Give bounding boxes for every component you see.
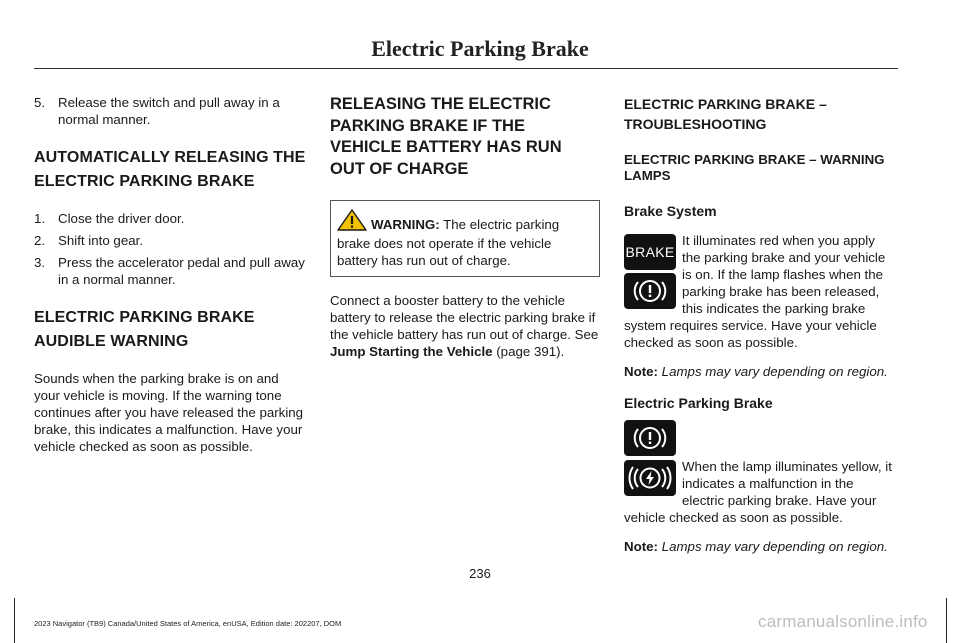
footer-edition: 2023 Navigator (TB9) Canada/United States of America, enUSA, Edition date: 202207, DOM [34, 619, 342, 628]
step-number: 2. [34, 233, 46, 248]
exclamation-circle-icon [624, 420, 676, 456]
epb-block [624, 420, 896, 526]
exclamation-circle-icon [624, 273, 676, 309]
note-label: Note: [624, 364, 658, 379]
list-item [34, 94, 306, 128]
note-1 [624, 363, 896, 380]
page-number: 236 [469, 566, 491, 581]
reference-page: (page 391). [492, 344, 565, 359]
step-text: Close the driver door. [58, 211, 185, 226]
auto-release-steps [34, 210, 306, 288]
list-item [34, 232, 306, 249]
warning-label: WARNING: [371, 217, 440, 232]
body-text: Connect a booster battery to the vehicle battery to release the electric parking brake if the vehicle battery has run out of charge. See [330, 293, 599, 342]
battery-release-text [330, 292, 600, 360]
watermark: carmanualsonline.info [758, 612, 928, 631]
column-right [624, 94, 896, 569]
warning-box [330, 200, 600, 277]
brake-system-block [624, 232, 896, 351]
section-heading-audible-warning: ELECTRIC PARKING BRAKE AUDIBLE WARNING [34, 309, 255, 350]
section-heading-troubleshooting: ELECTRIC PARKING BRAKE – TROUBLESHOOTING [624, 96, 827, 132]
note-label: Note: [624, 539, 658, 554]
step-number: 3. [34, 255, 46, 270]
brake-lamp-icon: BRAKE [624, 234, 676, 270]
brake-system-text: It illuminates red when you apply the parking brake and your vehicle is on. If the lamp flashes when the parking brake has been released, this indicates the parking brake system requires service. Have your vehicle checked as soon as possible. [624, 233, 886, 350]
sub-heading-warning-lamps: ELECTRIC PARKING BRAKE – WARNING LAMPS [624, 152, 885, 183]
warning-triangle-icon [337, 209, 367, 235]
warning-text: The electric parking brake does not operate if the vehicle battery has run out of charge. [337, 217, 560, 268]
column-middle [330, 94, 600, 374]
step-list-continued [34, 94, 306, 128]
note-text: Lamps may vary depending on region. [657, 364, 888, 379]
list-item [34, 254, 306, 288]
cross-reference-link[interactable]: Jump Starting the Vehicle [330, 344, 493, 359]
list-item [34, 210, 306, 227]
electric-parking-brake-icon [624, 460, 676, 496]
page-title: Electric Parking Brake [371, 36, 589, 61]
audible-warning-text: Sounds when the parking brake is on and your vehicle is moving. If the warning tone continues after you have released the parking brake, this indicates a malfunction. Have your vehicle checked as soon as possible. [34, 371, 304, 454]
step-text: Press the accelerator pedal and pull away in a normal manner. [58, 255, 305, 287]
step-text: Release the switch and pull away in a normal manner. [58, 95, 280, 127]
epb-text: When the lamp illuminates yellow, it indicates a malfunction in the electric parking brake. Have your vehicle checked as soon as possible. [624, 459, 892, 525]
step-number: 5. [34, 95, 46, 110]
column-left [34, 94, 306, 469]
section-heading-auto-release: AUTOMATICALLY RELEASING THE ELECTRIC PARKING BRAKE [34, 149, 306, 190]
header-rule [34, 68, 898, 69]
brake-system-heading: Brake System [624, 203, 717, 219]
note-2 [624, 538, 896, 555]
step-number: 1. [34, 211, 46, 226]
epb-heading: Electric Parking Brake [624, 395, 773, 411]
step-text: Shift into gear. [58, 233, 144, 248]
crop-mark-left [14, 598, 15, 643]
section-heading-battery-release: RELEASING THE ELECTRIC PARKING BRAKE IF THE VEHICLE BATTERY HAS RUN OUT OF CHARGE [330, 95, 562, 178]
note-text: Lamps may vary depending on region. [657, 539, 888, 554]
crop-mark-right [946, 598, 947, 643]
